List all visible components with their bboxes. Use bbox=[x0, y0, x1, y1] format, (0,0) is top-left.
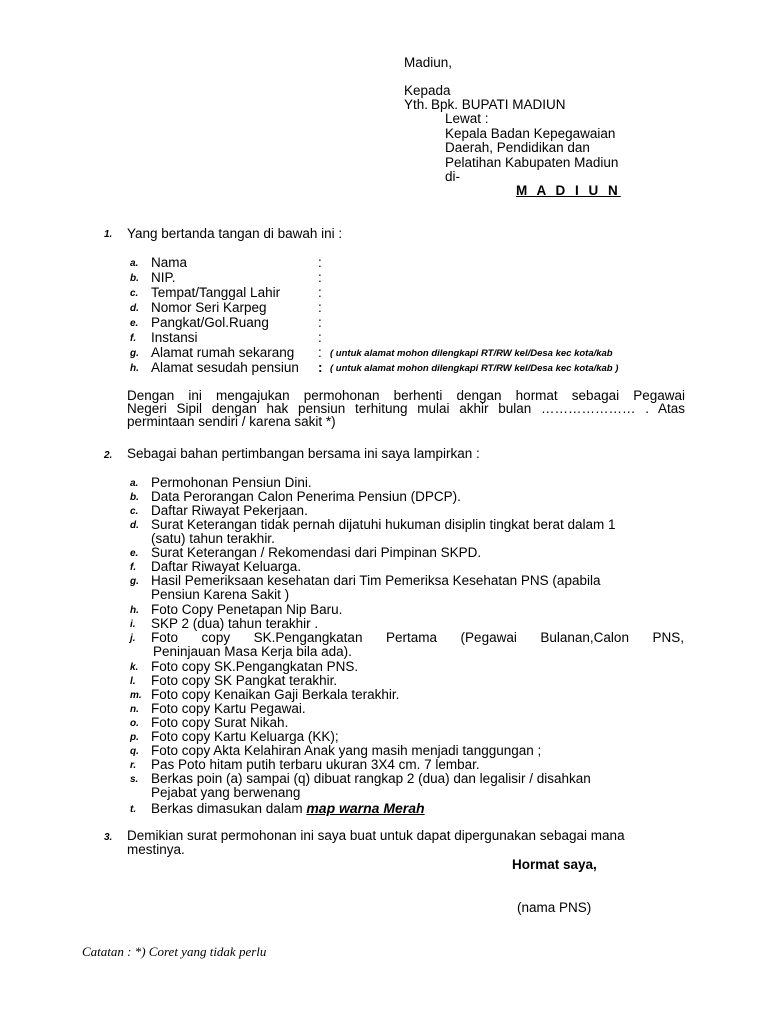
place-date: Madiun, bbox=[404, 55, 453, 70]
field-letter: a. bbox=[130, 258, 139, 269]
item-text: Foto copy Surat Nikah. bbox=[151, 715, 289, 730]
recipient: Bpk. BUPATI MADIUN bbox=[431, 97, 566, 112]
field-label: Pangkat/Gol.Ruang bbox=[151, 315, 269, 330]
item-text: Pas Poto hitam putih terbaru ukuran 3X4 cm. 7 lembar. bbox=[151, 757, 480, 772]
lewat-label: Lewat : bbox=[445, 111, 489, 126]
field-label: Alamat sesudah pensiun bbox=[151, 360, 299, 375]
field-letter: c. bbox=[130, 288, 139, 299]
field-label: Alamat rumah sekarang bbox=[151, 345, 295, 360]
field-colon: : bbox=[318, 270, 322, 285]
item-letter: n. bbox=[130, 704, 139, 715]
item-text: Hasil Pemeriksaan kesehatan dari Tim Pemeriksa Kesehatan PNS (apabila bbox=[151, 573, 601, 588]
item-letter: p. bbox=[130, 732, 139, 743]
item-letter: s. bbox=[130, 774, 139, 785]
item-letter: l. bbox=[130, 676, 136, 687]
item-text: Foto copy Kenaikan Gaji Berkala terakhir. bbox=[151, 687, 400, 702]
item-text: Daftar Riwayat Pekerjaan. bbox=[151, 503, 308, 518]
item-letter: k. bbox=[130, 662, 139, 673]
field-colon: : bbox=[318, 345, 322, 360]
item-letter: h. bbox=[130, 605, 139, 616]
field-colon: : bbox=[318, 255, 322, 270]
item-letter: j. bbox=[130, 633, 136, 644]
item-text: Foto Copy Penetapan Nip Baru. bbox=[151, 602, 343, 617]
field-letter: e. bbox=[130, 318, 139, 329]
item-text-continued: Pejabat yang berwenang bbox=[151, 785, 301, 800]
item-text-continued: Pensiun Karena Sakit ) bbox=[151, 587, 290, 602]
via-line-3: Pelatihan Kabupaten Madiun bbox=[445, 155, 619, 170]
request-paragraph bbox=[127, 389, 685, 428]
field-label: Tempat/Tanggal Lahir bbox=[151, 285, 281, 300]
field-letter: h. bbox=[130, 363, 139, 374]
item-text: Daftar Riwayat Keluarga. bbox=[151, 559, 302, 574]
item-letter: t. bbox=[130, 804, 137, 815]
item-letter: b. bbox=[130, 492, 139, 503]
city-heading: M A D I U N bbox=[516, 183, 621, 198]
field-letter: d. bbox=[130, 303, 139, 314]
address-note: ( untuk alamat mohon dilengkapi RT/RW kel/Desa kec kota/kab ) bbox=[330, 363, 619, 374]
item-text-wrapper bbox=[151, 800, 425, 816]
item-text: Surat Keterangan / Rekomendasi dari Pimpinan SKPD. bbox=[151, 545, 482, 560]
field-colon: : bbox=[318, 315, 322, 330]
item-text-continued: Peninjauan Masa Kerja bila ada). bbox=[153, 644, 352, 659]
field-letter: b. bbox=[130, 273, 139, 284]
paragraph-line: permintaan sendiri / karena sakit *) bbox=[127, 414, 336, 429]
field-letter: g. bbox=[130, 348, 139, 359]
item-text: Surat Keterangan tidak pernah dijatuhi hukuman disiplin tingkat berat dalam 1 bbox=[151, 517, 616, 532]
field-label: NIP. bbox=[151, 270, 176, 285]
section-number-2: 2. bbox=[104, 450, 113, 461]
signer-name: (nama PNS) bbox=[517, 900, 592, 915]
di-label: di- bbox=[445, 169, 461, 184]
item-text-continued: (satu) tahun terakhir. bbox=[151, 531, 275, 546]
item-text: Foto copy Kartu Pegawai. bbox=[151, 701, 306, 716]
item-text: Data Perorangan Calon Penerima Pensiun (DPCP). bbox=[151, 489, 461, 504]
field-colon: : bbox=[318, 330, 322, 345]
closing-line-2: mestinya. bbox=[127, 842, 185, 857]
item-letter: c. bbox=[130, 506, 139, 517]
field-label: Instansi bbox=[151, 330, 198, 345]
item-letter: r. bbox=[130, 760, 137, 771]
salutation: Hormat saya, bbox=[512, 857, 597, 872]
yth-label: Yth. bbox=[404, 97, 429, 112]
item-letter: a. bbox=[130, 478, 139, 489]
item-text: Foto copy SK.Pengangkatan Pertama (Pegawai Bulanan,Calon PNS, bbox=[151, 630, 684, 645]
field-colon: : bbox=[318, 300, 322, 315]
emphasis-text: map warna Merah bbox=[306, 800, 425, 816]
item-text: Foto copy Kartu Keluarga (KK); bbox=[151, 729, 339, 744]
item-text: Berkas poin (a) sampai (q) dibuat rangkap 2 (dua) dan legalisir / disahkan bbox=[151, 771, 591, 786]
item-text: Permohonan Pensiun Dini. bbox=[151, 475, 312, 490]
item-letter: d. bbox=[130, 520, 139, 531]
field-label: Nomor Seri Karpeg bbox=[151, 300, 267, 315]
via-line-2: Daerah, Pendidikan dan bbox=[445, 140, 590, 155]
footer-note: Catatan : *) Coret yang tidak perlu bbox=[82, 944, 267, 959]
item-letter: q. bbox=[130, 746, 139, 757]
field-letter: f. bbox=[130, 333, 137, 344]
item-letter: g. bbox=[130, 576, 139, 587]
item-text: SKP 2 (dua) tahun terakhir . bbox=[151, 616, 319, 631]
field-colon: : bbox=[318, 360, 323, 375]
item-letter: m. bbox=[130, 690, 142, 701]
section-number-3: 3. bbox=[104, 832, 113, 843]
section1-intro: Yang bertanda tangan di bawah ini : bbox=[127, 226, 343, 241]
item-text: Foto copy SK Pangkat terakhir. bbox=[151, 673, 338, 688]
item-letter: f. bbox=[130, 562, 137, 573]
via-line-1: Kepala Badan Kepegawaian bbox=[445, 126, 616, 141]
closing-line-1: Demikian surat permohonan ini saya buat untuk dapat dipergunakan sebagai mana bbox=[127, 828, 625, 843]
item-text: Foto copy SK.Pengangkatan PNS. bbox=[151, 659, 359, 674]
item-letter: o. bbox=[130, 718, 139, 729]
paragraph-line: Dengan ini mengajukan permohonan berhenti dengan hormat sebagai Pegawai bbox=[127, 388, 685, 403]
field-colon: : bbox=[318, 285, 322, 300]
item-text: Berkas dimasukan dalam bbox=[151, 801, 307, 816]
item-text: Foto copy Akta Kelahiran Anak yang masih menjadi tanggungan ; bbox=[151, 743, 542, 758]
item-letter: e. bbox=[130, 548, 139, 559]
paragraph-line: Negeri Sipil dengan hak pensiun terhitung mulai akhir bulan ………………… . Atas bbox=[127, 401, 685, 416]
item-letter: i. bbox=[130, 619, 136, 630]
field-label: Nama bbox=[151, 255, 188, 270]
address-note: ( untuk alamat mohon dilengkapi RT/RW kel/Desa kec kota/kab bbox=[330, 348, 613, 359]
section2-intro: Sebagai bahan pertimbangan bersama ini saya lampirkan : bbox=[127, 446, 480, 461]
kepada-label: Kepada bbox=[404, 83, 451, 98]
section-number-1: 1. bbox=[104, 229, 113, 240]
